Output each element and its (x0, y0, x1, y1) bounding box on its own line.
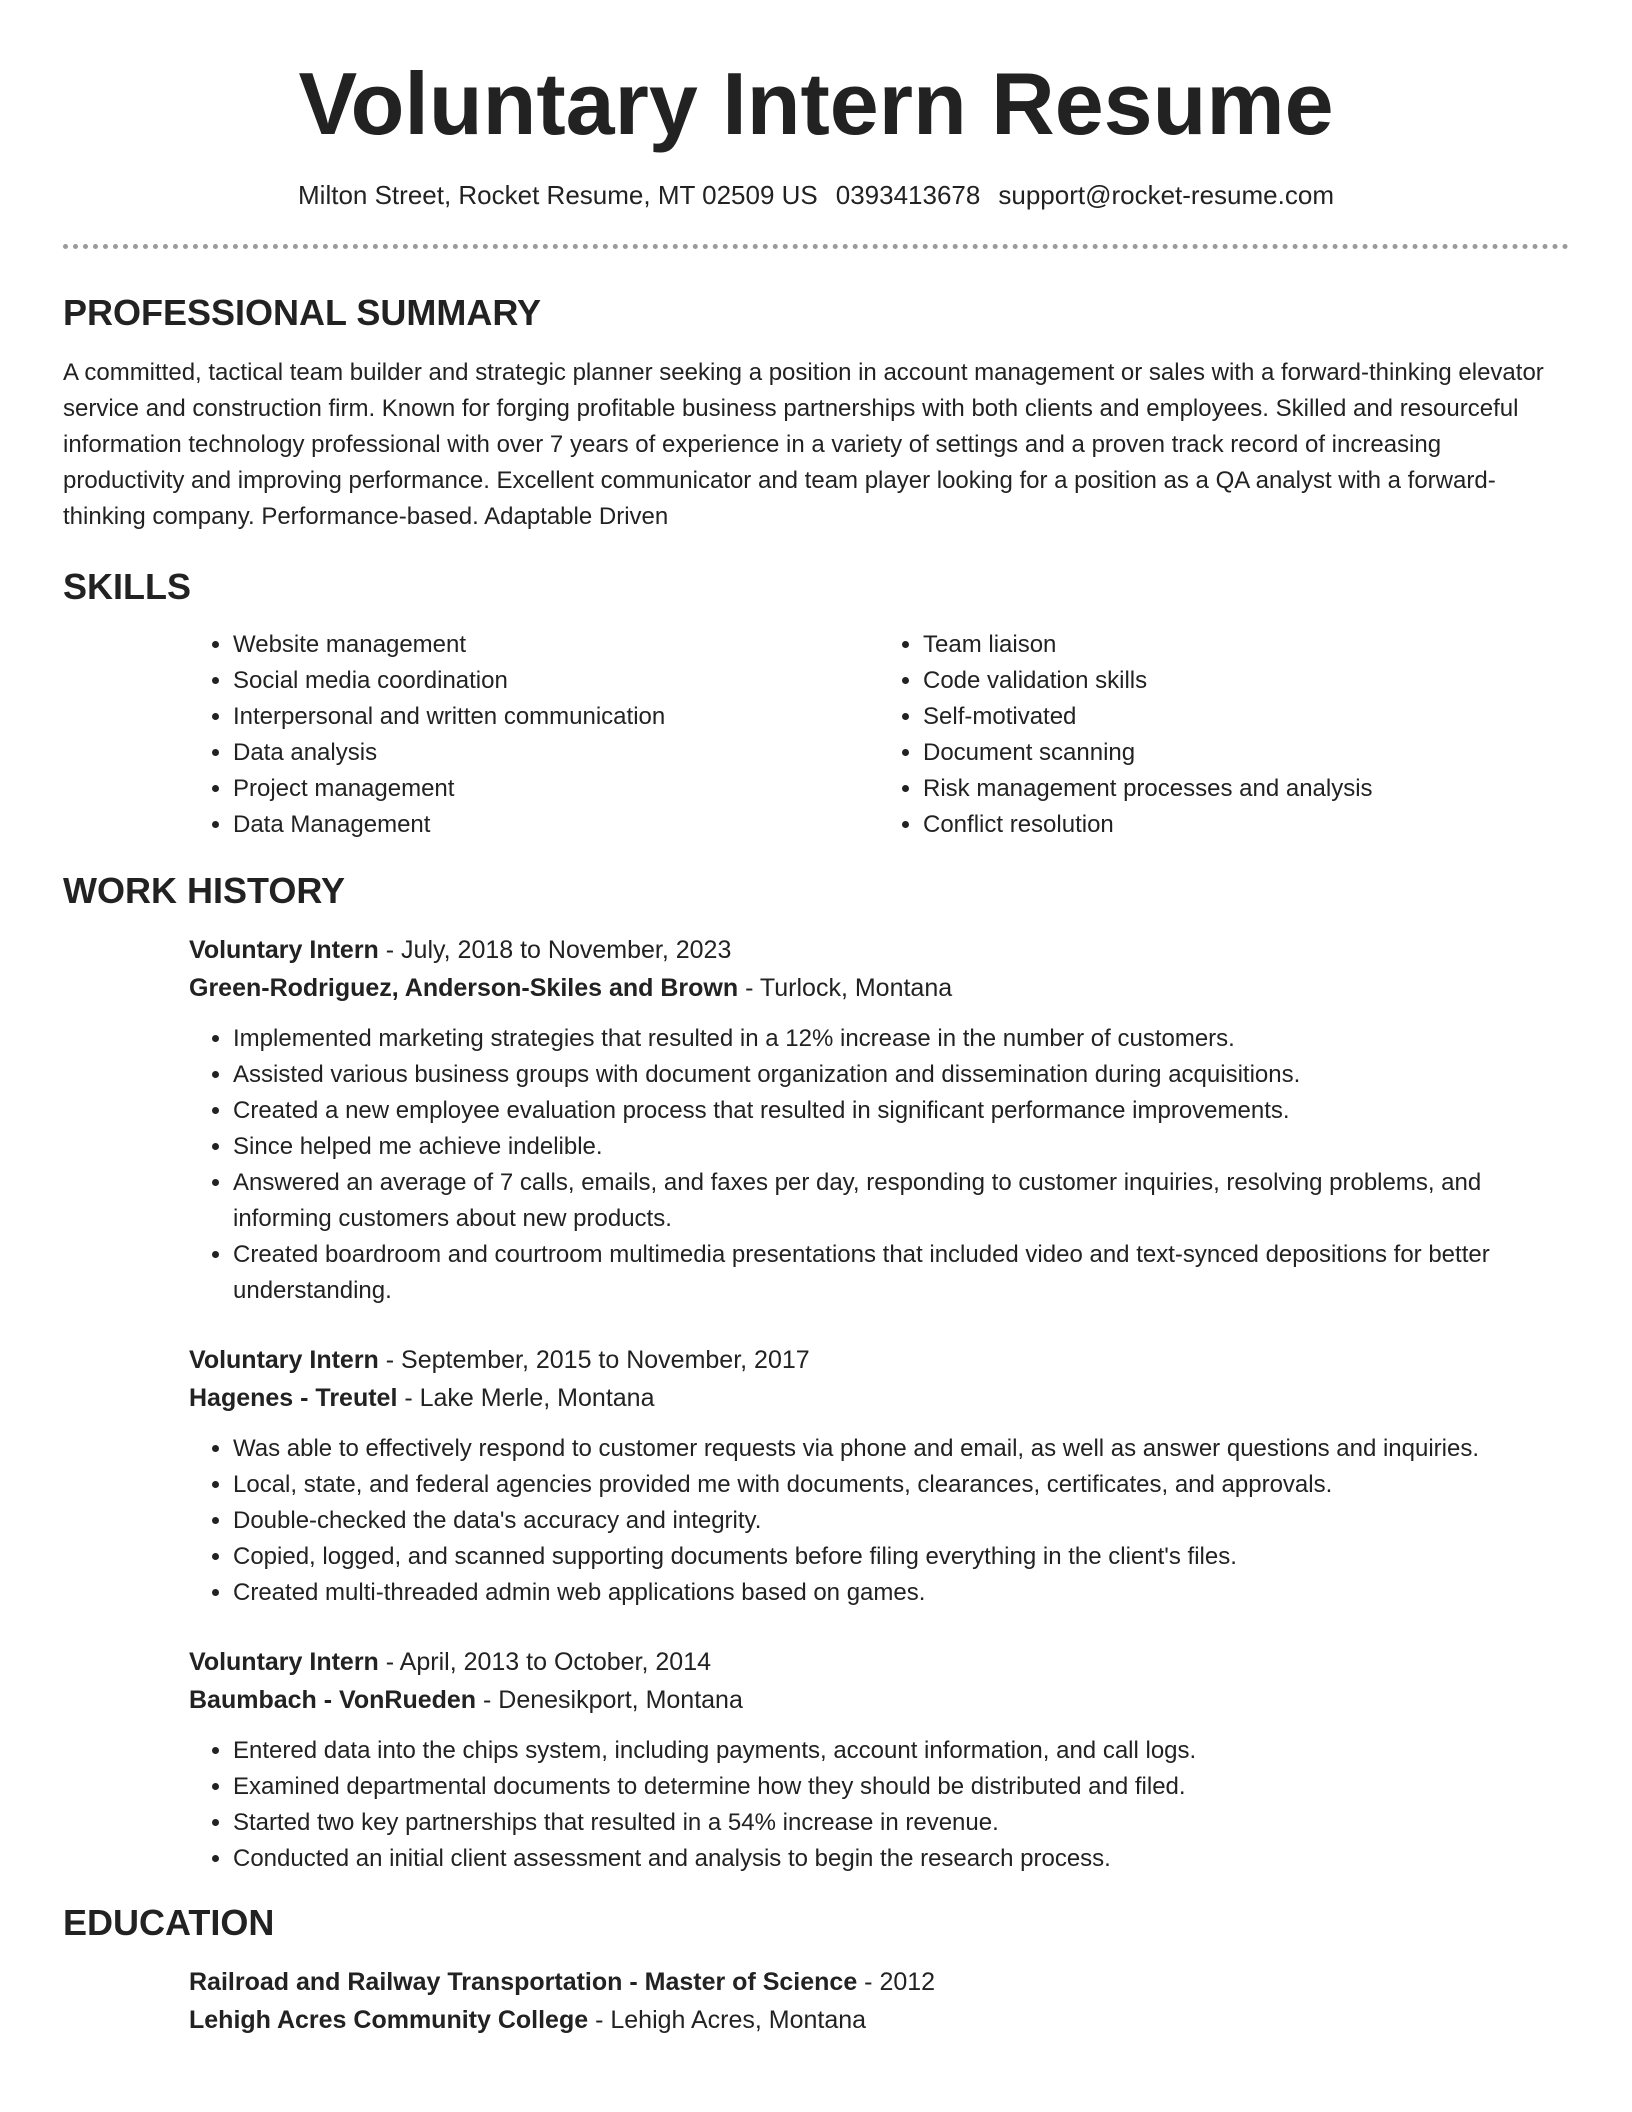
job-entry (189, 1341, 1569, 1611)
job-entry (189, 1643, 1569, 1877)
job-bullet: • Assisted various business groups with document organization and dissemination during acquisitions. (233, 1057, 1569, 1093)
job-bullets (189, 1431, 1569, 1611)
job-bullet: • Created boardroom and courtroom multimedia presentations that included video and text-synced depositions for better understanding. (233, 1237, 1569, 1309)
job-title: Voluntary Intern (189, 1648, 379, 1676)
job-title-line (189, 931, 1569, 969)
job-company: Green-Rodriguez, Anderson-Skiles and Brown (189, 974, 739, 1002)
contact-line (63, 178, 1569, 212)
job-bullet: • Entered data into the chips system, including payments, account information, and call logs. (233, 1733, 1569, 1769)
job-title-line (189, 1341, 1569, 1379)
job-company: Hagenes - Treutel (189, 1384, 398, 1412)
job-company-line (189, 1379, 1569, 1417)
job-bullet: • Created a new employee evaluation process that resulted in significant performance improvements. (233, 1093, 1569, 1129)
job-bullet: • Started two key partnerships that resulted in a 54% increase in revenue. (233, 1805, 1569, 1841)
job-bullet: • Answered an average of 7 calls, emails, and faxes per day, responding to customer inquiries, resolving problems, and informing customers about new products. (233, 1165, 1569, 1237)
skill-item: • Social media coordination (233, 663, 879, 699)
degree-line (189, 1963, 1569, 2001)
school-name: Lehigh Acres Community College (189, 2006, 589, 2034)
job-bullet: • Conducted an initial client assessment and analysis to begin the research process. (233, 1841, 1569, 1877)
job-bullet: • Copied, logged, and scanned supporting documents before filing everything in the client's files. (233, 1539, 1569, 1575)
skill-item: • Conflict resolution (923, 807, 1569, 843)
skill-item: • Self-motivated (923, 699, 1569, 735)
skill-item: • Code validation skills (923, 663, 1569, 699)
job-company-line (189, 969, 1569, 1007)
skill-item: • Interpersonal and written communication (233, 699, 879, 735)
job-dates: - September, 2015 to November, 2017 (378, 1346, 810, 1374)
summary-heading: PROFESSIONAL SUMMARY (63, 292, 542, 333)
job-bullet: • Since helped me achieve indelible. (233, 1129, 1569, 1165)
degree-year: - 2012 (857, 1968, 936, 1996)
skill-item: • Risk management processes and analysis (923, 771, 1569, 807)
skills-list (189, 627, 1569, 843)
skills-column-left (189, 627, 879, 843)
job-bullet: • Created multi-threaded admin web applications based on games. (233, 1575, 1569, 1611)
address-text: Milton Street, Rocket Resume, MT 02509 US (298, 180, 818, 210)
job-bullet: • Implemented marketing strategies that resulted in a 12% increase in the number of customers. (233, 1021, 1569, 1057)
job-dates: - July, 2018 to November, 2023 (378, 936, 732, 964)
summary-text: A committed, tactical team builder and strategic planner seeking a position in account management or sales with a forward-thinking elevator service and construction firm. Known for forging profitable business partnerships with both clients and employees. Skilled and resourceful information technology professional with over 7 years of experience in a variety of settings and a proven track record of increasing productivity and improving performance. Excellent communicator and team player looking for a position as a QA analyst with a forward-thinking company. Performance-based. Adaptable Driven (63, 359, 1544, 530)
education-heading: EDUCATION (63, 1902, 275, 1943)
job-bullets (189, 1021, 1569, 1309)
phone-text: 0393413678 (835, 180, 981, 210)
job-title: Voluntary Intern (189, 936, 379, 964)
job-title-line (189, 1643, 1569, 1681)
school-location: - Lehigh Acres, Montana (588, 2006, 867, 2034)
header-divider (63, 244, 1569, 249)
work-heading: WORK HISTORY (63, 870, 346, 911)
skill-item: • Data Management (233, 807, 879, 843)
education-entry (189, 1963, 1569, 2039)
job-bullet: • Double-checked the data's accuracy and integrity. (233, 1503, 1569, 1539)
skill-item: • Document scanning (923, 735, 1569, 771)
job-location: - Turlock, Montana (738, 974, 953, 1002)
school-line (189, 2001, 1569, 2039)
job-bullet: • Was able to effectively respond to customer requests via phone and email, as well as answer questions and inquiries. (233, 1431, 1569, 1467)
job-bullet: • Local, state, and federal agencies provided me with documents, clearances, certificates, and approvals. (233, 1467, 1569, 1503)
job-location: - Lake Merle, Montana (397, 1384, 655, 1412)
email-text: support@rocket-resume.com (998, 180, 1334, 210)
page-title: Voluntary Intern Resume (298, 54, 1334, 153)
job-company-line (189, 1681, 1569, 1719)
job-location: - Denesikport, Montana (476, 1686, 743, 1714)
skills-column-right (879, 627, 1569, 843)
skill-item: • Project management (233, 771, 879, 807)
skill-item: • Team liaison (923, 627, 1569, 663)
job-company: Baumbach - VonRueden (189, 1686, 477, 1714)
job-bullet: • Examined departmental documents to determine how they should be distributed and filed. (233, 1769, 1569, 1805)
skills-heading: SKILLS (63, 566, 192, 607)
job-entry (189, 931, 1569, 1309)
degree-name: Railroad and Railway Transportation - Master of Science (189, 1968, 858, 1996)
job-dates: - April, 2013 to October, 2014 (378, 1648, 711, 1676)
job-title: Voluntary Intern (189, 1346, 379, 1374)
skill-item: • Data analysis (233, 735, 879, 771)
skill-item: • Website management (233, 627, 879, 663)
job-bullets (189, 1733, 1569, 1877)
